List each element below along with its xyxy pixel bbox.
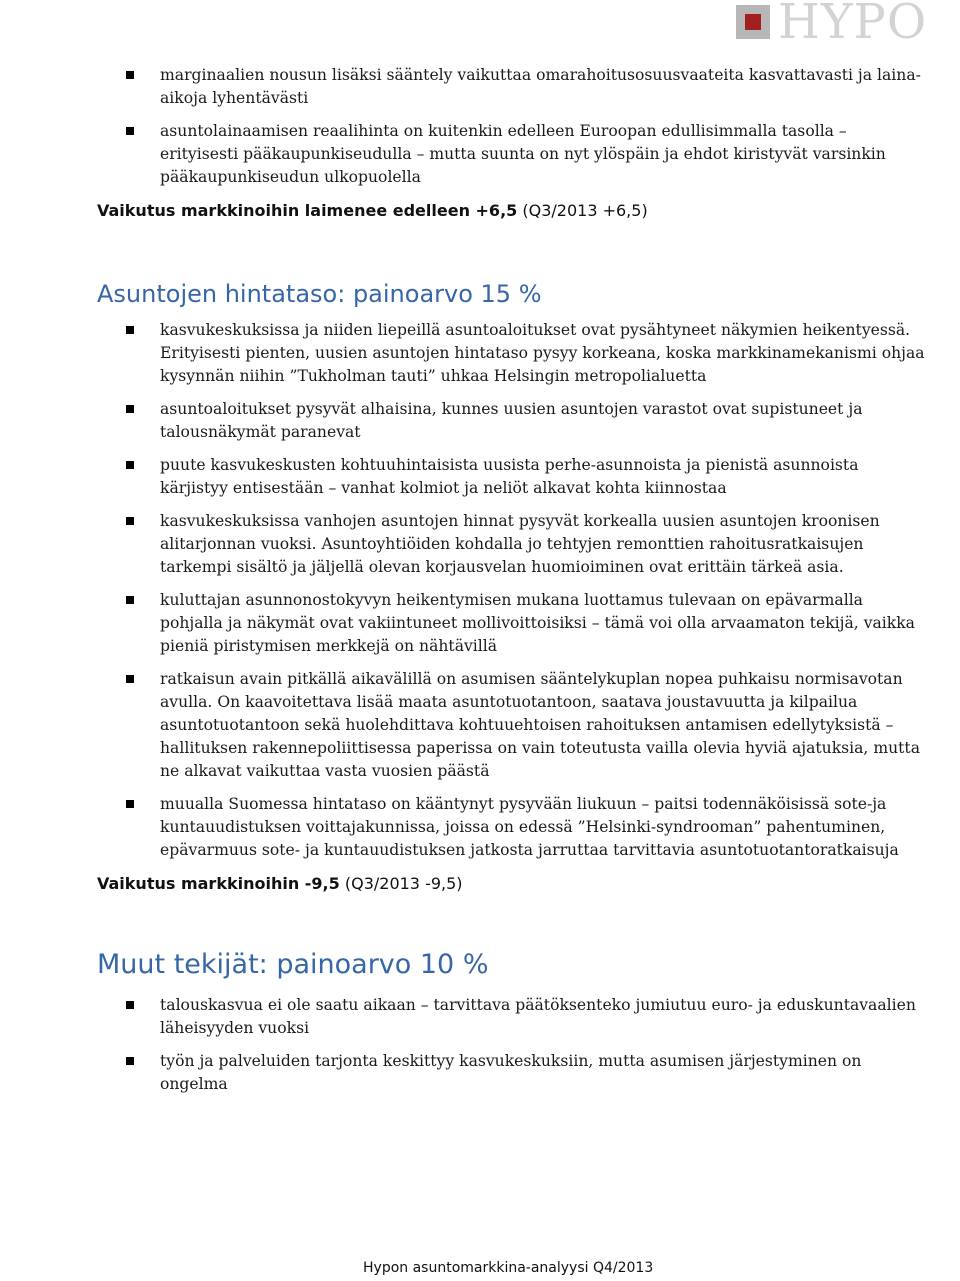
square-bullet-icon xyxy=(126,1001,134,1009)
list-item xyxy=(97,1050,927,1096)
list-item-text: asuntoaloitukset pysyvät alhaisina, kunnes uusien asuntojen varastot ovat supistuneet ja talousnäkymät paranevat xyxy=(160,400,863,441)
section3-bullet-list xyxy=(97,994,927,1096)
list-item xyxy=(97,510,927,579)
impact-comparison-text: (Q3/2013 -9,5) xyxy=(344,874,463,893)
list-item xyxy=(97,64,927,110)
square-bullet-icon xyxy=(126,675,134,683)
impact-bold-text: Vaikutus markkinoihin laimenee edelleen +6,5 xyxy=(97,201,518,220)
list-item-text: muualla Suomessa hintataso on kääntynyt pysyvään liukuun – paitsi todennäköisissä sote-ja kuntauudistuksen voittajakunnissa, joissa on edessä ”Helsinki-syndrooman” pahentuminen, epävarmuus sote- ja kuntauudistuksen jatkosta jarruttaa tarvittavia asuntotuotantoratkaisuja xyxy=(160,795,899,859)
list-item-text: marginaalien nousun lisäksi sääntely vaikuttaa omarahoitusosuusvaateita kasvattavasti ja laina-aikoja lyhentävästi xyxy=(160,66,921,107)
square-bullet-icon xyxy=(126,127,134,135)
square-bullet-icon xyxy=(126,461,134,469)
section3-heading: Muut tekijät: painoarvo 10 % xyxy=(97,949,489,980)
square-bullet-icon xyxy=(126,800,134,808)
list-item-text: kasvukeskuksissa ja niiden liepeillä asuntoaloitukset ovat pysähtyneet näkymien heikentyessä. Erityisesti pienten, uusien asuntojen hintataso pysyy korkeana, koska markkinamekanismi ohjaa kysynnän niihin ”Tukholman tauti” uhkaa Helsingin metropolialuetta xyxy=(160,321,925,385)
list-item xyxy=(97,589,927,658)
square-bullet-icon xyxy=(126,596,134,604)
logo-text: HYPO xyxy=(778,0,928,50)
list-item xyxy=(97,994,927,1040)
list-item-text: talouskasvua ei ole saatu aikaan – tarvittava päätöksenteko jumiutuu euro- ja eduskuntavaalien läheisyyden vuoksi xyxy=(160,996,916,1037)
list-item-text: ratkaisun avain pitkällä aikavälillä on asumisen sääntelykuplan nopea puhkaisu normisavotan avulla. On kaavoitettava lisää maata asuntotuotantoon, saatava joustavuutta ja kilpailua asuntotuotantoon sekä huolehdittava kohtuuehtoisen rahoituksen antamisen edellytyksistä – hallituksen rakennepoliittisessa paperissa on vain toteutusta vailla olevia hyviä ajatuksia, mutta ne alkavat vaikuttaa vasta vuosien päästä xyxy=(160,670,920,780)
square-bullet-icon xyxy=(126,1057,134,1065)
list-item xyxy=(97,319,927,388)
square-bullet-icon xyxy=(126,71,134,79)
list-item-text: kasvukeskuksissa vanhojen asuntojen hinnat pysyvät korkealla uusien asuntojen kroonisen alitarjonnan vuoksi. Asuntoyhtiöiden kohdalla jo tehtyjen remonttien rahoitusratkaisujen tarkempi sisältö ja jäljellä olevan korjausvelan huomioiminen ovat erittäin tärkeä asia. xyxy=(160,512,880,576)
document-body xyxy=(97,64,927,1106)
list-item xyxy=(97,120,927,189)
section2-impact xyxy=(97,872,927,895)
impact-comparison-text: (Q3/2013 +6,5) xyxy=(522,201,648,220)
section2-heading: Asuntojen hintataso: painoarvo 15 % xyxy=(97,280,542,308)
section1-impact xyxy=(97,199,927,222)
hypo-logo xyxy=(736,0,960,50)
list-item xyxy=(97,668,927,783)
list-item xyxy=(97,454,927,500)
list-item-text: asuntolainaamisen reaalihinta on kuitenkin edelleen Euroopan edullisimmalla tasolla – erityisesti pääkaupunkiseudulla – mutta suunta on nyt ylöspäin ja ehdot kiristyvät varsinkin pääkaupunkiseudun ulkopuolella xyxy=(160,122,886,186)
square-bullet-icon xyxy=(126,517,134,525)
list-item xyxy=(97,398,927,444)
page-footer: Hypon asuntomarkkina-analyysi Q4/2013 xyxy=(363,1260,654,1276)
section1-bullet-list xyxy=(97,64,927,189)
list-item xyxy=(97,793,927,862)
list-item-text: työn ja palveluiden tarjonta keskittyy kasvukeskuksiin, mutta asumisen järjestyminen on ongelma xyxy=(160,1052,862,1093)
logo-square-icon xyxy=(736,5,770,39)
list-item-text: kuluttajan asunnonostokyvyn heikentymisen mukana luottamus tulevaan on epävarmalla pohjalla ja näkymät ovat vakiintuneet mollivoittoisiksi – tämä voi olla arvaamaton tekijä, vaikka pieniä piristymisen merkkejä on nähtävillä xyxy=(160,591,915,655)
square-bullet-icon xyxy=(126,405,134,413)
list-item-text: puute kasvukeskusten kohtuuhintaisista uusista perhe-asunnoista ja pienistä asunnoista kärjistyy entisestään – vanhat kolmiot ja neliöt alkavat kohta kiinnostaa xyxy=(160,456,859,497)
section2-bullet-list xyxy=(97,319,927,862)
square-bullet-icon xyxy=(126,326,134,334)
impact-bold-text: Vaikutus markkinoihin -9,5 xyxy=(97,874,340,893)
